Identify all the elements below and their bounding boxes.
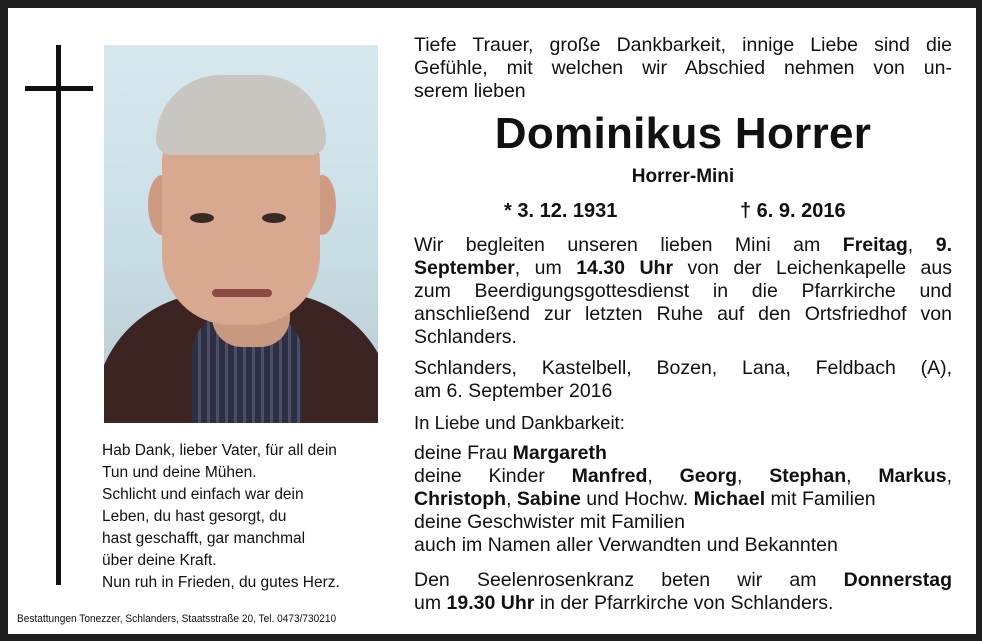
funeral-line: September, um 14.30 Uhr von der Leichenkapelle aus (414, 257, 952, 279)
rosary-line: um 19.30 Uhr in der Pfarrkirche von Schlanders. (414, 592, 834, 614)
poem-line: Schlicht und einfach war dein (102, 486, 304, 503)
poem-line: Hab Dank, lieber Vater, für all dein (102, 442, 337, 459)
rosary-line: Den Seelenrosenkranz beten wir am Donnerstag (414, 569, 952, 591)
life-dates (414, 200, 952, 226)
mourner-line: deine Frau Margareth (414, 442, 607, 464)
portrait-photo (104, 45, 378, 423)
funeral-paragraph (414, 234, 952, 349)
rosary-paragraph (414, 569, 952, 615)
mourner-line: deine Kinder Manfred, Georg, Stephan, Markus, (414, 465, 953, 487)
funeral-line: anschließend zur letzten Ruhe auf den Ortsfriedhof von (414, 303, 952, 325)
poem-line: über deine Kraft. (102, 552, 217, 569)
obituary-card (8, 8, 976, 634)
mourners-list (414, 442, 952, 557)
mourner-line: Christoph, Sabine und Hochw. Michael mit Familien (414, 488, 876, 510)
deceased-name: Dominikus Horrer (494, 109, 872, 158)
poem-line: hast geschafft, gar manchmal (102, 530, 306, 547)
poem-line: Leben, du hast gesorgt, du (102, 508, 287, 525)
place-date-paragraph (414, 357, 952, 403)
thanks-heading: In Liebe und Dankbarkeit: (414, 412, 625, 433)
memorial-poem (102, 440, 392, 594)
announcement-text (414, 34, 952, 615)
poem-line: Nun ruh in Frieden, du gutes Herz. (102, 574, 340, 591)
cross-icon-crossbar (25, 86, 93, 91)
intro-line: serem lieben (414, 80, 526, 102)
poem-line: Tun und deine Mühen. (102, 464, 257, 481)
intro-paragraph (414, 34, 952, 103)
death-date: † 6. 9. 2016 (740, 200, 846, 222)
intro-line: Gefühle, mit welchen wir Abschied nehmen von un- (414, 57, 952, 79)
funeral-line: Wir begleiten unseren lieben Mini am Freitag, 9. (414, 234, 952, 256)
mourner-line: deine Geschwister mit Familien (414, 511, 685, 533)
place-line: Schlanders, Kastelbell, Bozen, Lana, Feldbach (A), (414, 357, 952, 379)
funeral-home-footer: Bestattungen Tonezzer, Schlanders, Staatsstraße 20, Tel. 0473/730210 (17, 613, 337, 625)
intro-line: Tiefe Trauer, große Dankbarkeit, innige Liebe sind die (414, 34, 952, 56)
deceased-nickname: Horrer-Mini (631, 166, 735, 187)
cross-icon (56, 45, 61, 585)
funeral-line: Schlanders. (414, 326, 517, 348)
place-line: am 6. September 2016 (414, 380, 613, 402)
funeral-line: zum Beerdigungsgottesdienst in die Pfarrkirche und (414, 280, 952, 302)
birth-date: * 3. 12. 1931 (504, 200, 618, 222)
mourner-line: auch im Namen aller Verwandten und Bekannten (414, 534, 838, 556)
